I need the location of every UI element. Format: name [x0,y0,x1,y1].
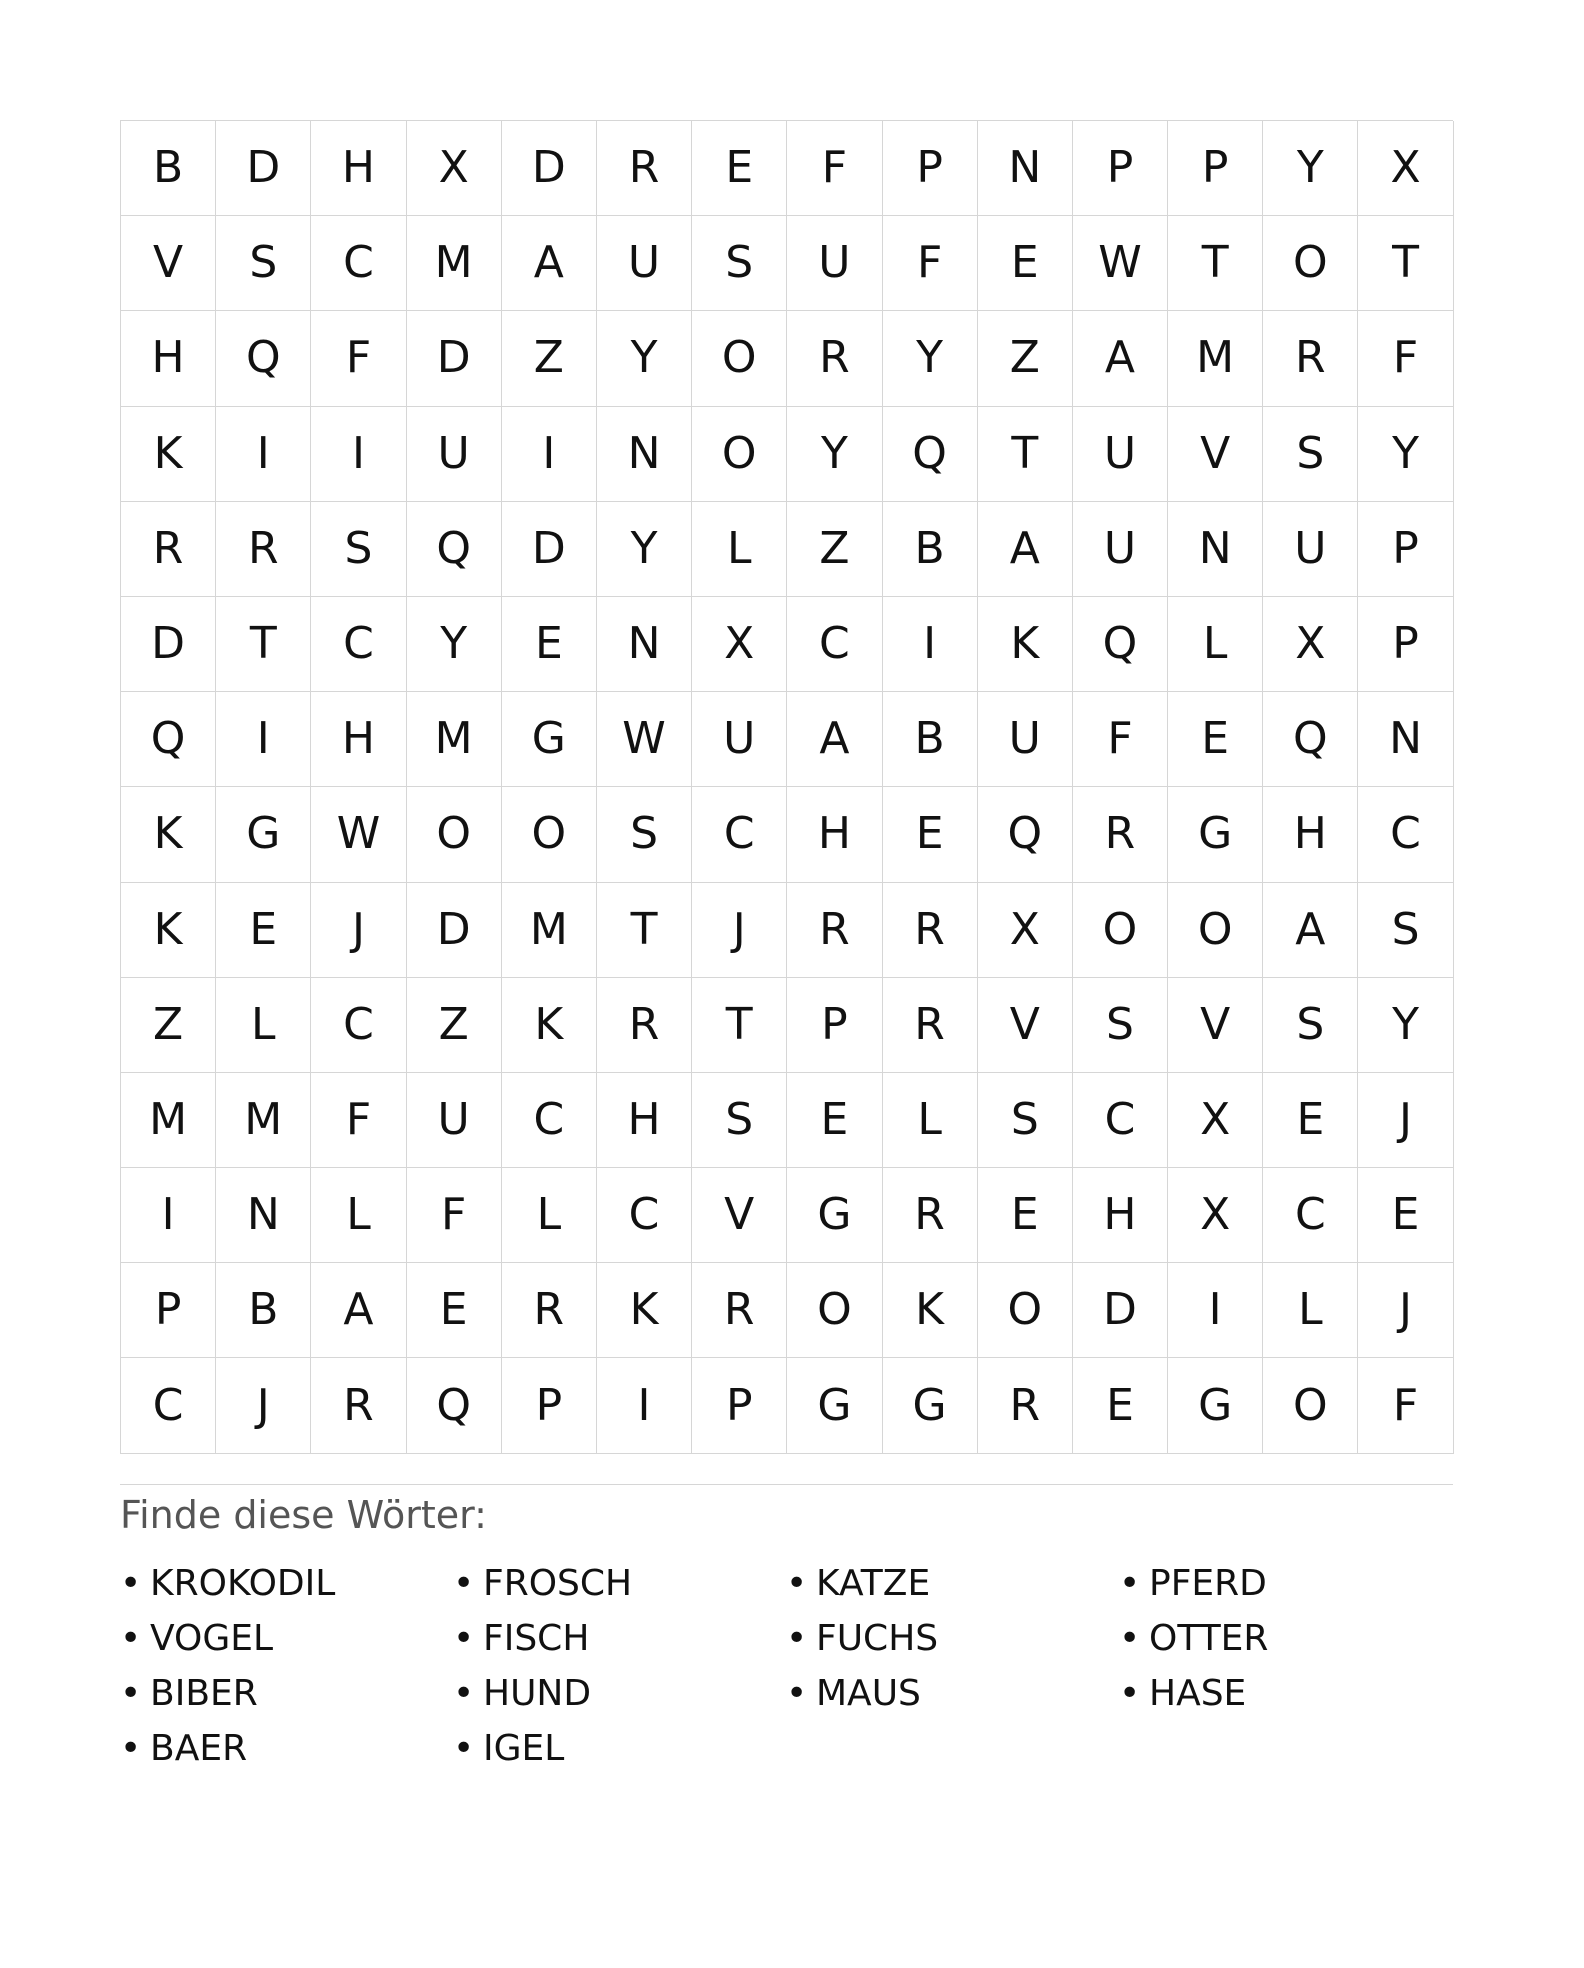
grid-cell[interactable]: G [1168,1358,1263,1453]
grid-cell[interactable]: V [978,978,1073,1073]
grid-cell[interactable]: A [978,502,1073,597]
word-list-item [120,1666,453,1721]
grid-cell[interactable]: I [502,407,597,502]
grid-cell[interactable]: H [311,121,406,216]
grid-cell[interactable]: T [1358,216,1453,311]
grid-cell[interactable]: T [692,978,787,1073]
grid-cell[interactable]: Q [121,692,216,787]
word-search-puzzle [120,120,1453,1776]
grid-cell[interactable]: U [407,1073,502,1168]
grid-cell[interactable]: R [216,502,311,597]
grid-cell[interactable]: G [1168,787,1263,882]
grid-cell[interactable]: I [597,1358,692,1453]
word-list-item [1119,1556,1452,1611]
grid-cell[interactable]: P [502,1358,597,1453]
grid-cell[interactable]: T [1168,216,1263,311]
grid-cell[interactable]: Y [1263,121,1358,216]
grid-cell[interactable]: W [1073,216,1168,311]
grid-cell[interactable]: R [1073,787,1168,882]
grid-cell[interactable]: Q [1263,692,1358,787]
grid-cell[interactable]: F [1358,311,1453,406]
grid-cell[interactable]: O [787,1263,882,1358]
bullet-icon: • [1119,1563,1141,1605]
grid-cell[interactable]: D [216,121,311,216]
grid-cell[interactable]: R [978,1358,1073,1453]
grid-cell[interactable]: W [311,787,406,882]
grid-cell[interactable]: K [121,787,216,882]
word-list-item [120,1556,453,1611]
word-list-item [1119,1666,1452,1721]
letter-grid [120,120,1453,1454]
grid-cell[interactable]: R [692,1263,787,1358]
grid-cell[interactable]: H [311,692,406,787]
bullet-icon: • [120,1563,142,1605]
word-label: HASE [1149,1673,1247,1715]
word-label: OTTER [1149,1618,1269,1660]
divider [120,1484,1453,1485]
grid-cell[interactable]: I [216,407,311,502]
grid-cell[interactable]: C [1263,1168,1358,1263]
grid-cell[interactable]: R [787,311,882,406]
grid-cell[interactable]: A [787,692,882,787]
grid-cell[interactable]: D [121,597,216,692]
grid-cell[interactable]: N [978,121,1073,216]
grid-cell[interactable]: N [1358,692,1453,787]
grid-cell[interactable]: E [978,1168,1073,1263]
grid-cell[interactable]: P [121,1263,216,1358]
grid-cell[interactable]: X [978,883,1073,978]
grid-cell[interactable]: C [311,978,406,1073]
bullet-icon: • [120,1673,142,1715]
bullet-icon: • [453,1563,475,1605]
grid-cell[interactable]: U [1263,502,1358,597]
grid-cell[interactable]: R [883,883,978,978]
word-label: BAER [150,1728,248,1770]
grid-cell[interactable]: E [502,597,597,692]
grid-cell[interactable]: Q [1073,597,1168,692]
grid-cell[interactable]: X [407,121,502,216]
grid-cell[interactable]: E [787,1073,882,1168]
grid-cell[interactable]: J [1358,1073,1453,1168]
grid-cell[interactable]: C [692,787,787,882]
grid-cell[interactable]: Q [407,1358,502,1453]
word-list-item [786,1611,1119,1666]
grid-cell[interactable]: F [1073,692,1168,787]
word-list-item [786,1556,1119,1611]
grid-cell[interactable]: F [787,121,882,216]
grid-cell[interactable]: S [692,216,787,311]
word-label: VOGEL [150,1618,274,1660]
bullet-icon: • [786,1673,808,1715]
word-list-item [120,1721,453,1776]
bullet-icon: • [1119,1673,1141,1715]
grid-cell[interactable]: A [1263,883,1358,978]
grid-cell[interactable]: O [407,787,502,882]
grid-cell[interactable]: N [597,407,692,502]
grid-cell[interactable]: F [883,216,978,311]
grid-cell[interactable]: U [1073,502,1168,597]
grid-cell[interactable]: V [1168,978,1263,1073]
grid-cell[interactable]: X [1168,1073,1263,1168]
grid-cell[interactable]: D [1073,1263,1168,1358]
word-label: PFERD [1149,1563,1267,1605]
grid-cell[interactable]: N [597,597,692,692]
grid-cell[interactable]: V [692,1168,787,1263]
bullet-icon: • [453,1673,475,1715]
grid-cell[interactable]: B [883,692,978,787]
grid-cell[interactable]: S [311,502,406,597]
grid-cell[interactable]: S [1263,978,1358,1073]
grid-cell[interactable]: O [692,407,787,502]
grid-cell[interactable]: B [883,502,978,597]
grid-cell[interactable]: O [692,311,787,406]
grid-cell[interactable]: K [883,1263,978,1358]
grid-cell[interactable]: Q [883,407,978,502]
grid-cell[interactable]: F [407,1168,502,1263]
grid-cell[interactable]: R [787,883,882,978]
grid-cell[interactable]: O [1168,883,1263,978]
grid-cell[interactable]: D [502,502,597,597]
grid-cell[interactable]: E [1263,1073,1358,1168]
grid-cell[interactable]: Z [407,978,502,1073]
grid-cell[interactable]: H [597,1073,692,1168]
grid-cell[interactable]: M [407,216,502,311]
grid-cell[interactable]: K [597,1263,692,1358]
grid-cell[interactable]: W [597,692,692,787]
grid-cell[interactable]: X [1358,121,1453,216]
grid-cell[interactable]: D [407,883,502,978]
word-list-item [453,1666,786,1721]
grid-cell[interactable]: S [216,216,311,311]
word-label: BIBER [150,1673,258,1715]
grid-cell[interactable]: U [978,692,1073,787]
grid-cell[interactable]: E [692,121,787,216]
bullet-icon: • [786,1563,808,1605]
grid-cell[interactable]: H [1263,787,1358,882]
bullet-icon: • [786,1618,808,1660]
grid-cell[interactable]: R [883,978,978,1073]
grid-cell[interactable]: F [311,1073,406,1168]
word-label: FROSCH [483,1563,633,1605]
grid-cell[interactable]: Y [597,311,692,406]
grid-cell[interactable]: T [216,597,311,692]
word-label: MAUS [816,1673,921,1715]
grid-cell[interactable]: Y [1358,407,1453,502]
grid-cell[interactable]: E [978,216,1073,311]
grid-cell[interactable]: L [883,1073,978,1168]
word-label: FUCHS [816,1618,939,1660]
grid-cell[interactable]: X [1168,1168,1263,1263]
grid-cell[interactable]: M [407,692,502,787]
grid-cell[interactable]: U [692,692,787,787]
grid-cell[interactable]: I [121,1168,216,1263]
grid-cell[interactable]: Y [1358,978,1453,1073]
grid-cell[interactable]: G [216,787,311,882]
grid-cell[interactable]: C [787,597,882,692]
grid-cell[interactable]: E [883,787,978,882]
word-label: HUND [483,1673,592,1715]
word-list-item [120,1611,453,1666]
grid-cell[interactable]: C [1358,787,1453,882]
grid-cell[interactable]: E [1073,1358,1168,1453]
grid-cell[interactable]: K [502,978,597,1073]
grid-cell[interactable]: Z [121,978,216,1073]
word-list-item [453,1556,786,1611]
grid-cell[interactable]: Y [597,502,692,597]
word-list-item [453,1721,786,1776]
grid-cell[interactable]: Y [407,597,502,692]
grid-cell[interactable]: A [502,216,597,311]
grid-cell[interactable]: S [1358,883,1453,978]
grid-cell[interactable]: R [1263,311,1358,406]
grid-cell[interactable]: H [121,311,216,406]
grid-cell[interactable]: L [502,1168,597,1263]
grid-cell[interactable]: J [216,1358,311,1453]
bullet-icon: • [453,1618,475,1660]
grid-cell[interactable]: U [1073,407,1168,502]
grid-cell[interactable]: H [787,787,882,882]
grid-cell[interactable]: R [311,1358,406,1453]
grid-cell[interactable]: G [883,1358,978,1453]
grid-cell[interactable]: S [1263,407,1358,502]
grid-cell[interactable]: Y [787,407,882,502]
grid-cell[interactable]: S [597,787,692,882]
grid-cell[interactable]: P [787,978,882,1073]
grid-cell[interactable]: Z [787,502,882,597]
word-list-prompt: Finde diese Wörter: [120,1492,487,1537]
grid-cell[interactable]: C [1073,1073,1168,1168]
grid-cell[interactable]: L [216,978,311,1073]
word-label: KATZE [816,1563,931,1605]
grid-cell[interactable]: X [692,597,787,692]
grid-cell[interactable]: U [407,407,502,502]
grid-cell[interactable]: R [121,502,216,597]
grid-cell[interactable]: B [121,121,216,216]
grid-cell[interactable]: I [311,407,406,502]
grid-cell[interactable]: C [311,597,406,692]
grid-cell[interactable]: N [216,1168,311,1263]
grid-cell[interactable]: K [978,597,1073,692]
grid-cell[interactable]: Q [978,787,1073,882]
grid-cell[interactable]: P [1358,597,1453,692]
grid-cell[interactable]: O [1263,216,1358,311]
grid-cell[interactable]: X [1263,597,1358,692]
grid-cell[interactable]: O [502,787,597,882]
grid-cell[interactable]: M [1168,311,1263,406]
word-label: IGEL [483,1728,565,1770]
grid-cell[interactable]: O [1073,883,1168,978]
grid-cell[interactable]: E [407,1263,502,1358]
bullet-icon: • [453,1728,475,1770]
grid-cell[interactable]: P [1168,121,1263,216]
grid-cell[interactable]: P [692,1358,787,1453]
word-list-item [786,1666,1119,1721]
word-label: FISCH [483,1618,590,1660]
grid-cell[interactable]: E [216,883,311,978]
grid-cell[interactable]: H [1073,1168,1168,1263]
grid-cell[interactable]: S [978,1073,1073,1168]
grid-cell[interactable]: P [1358,502,1453,597]
grid-cell[interactable]: R [597,121,692,216]
grid-cell[interactable]: F [311,311,406,406]
grid-cell[interactable]: O [1263,1358,1358,1453]
grid-cell[interactable]: P [883,121,978,216]
grid-cell[interactable]: I [1168,1263,1263,1358]
grid-cell[interactable]: M [216,1073,311,1168]
grid-cell[interactable]: R [597,978,692,1073]
word-label: KROKODIL [150,1563,336,1605]
grid-cell[interactable]: O [978,1263,1073,1358]
grid-cell[interactable]: P [1073,121,1168,216]
grid-cell[interactable]: R [883,1168,978,1263]
grid-cell[interactable]: E [1168,692,1263,787]
grid-cell[interactable]: Z [502,311,597,406]
grid-cell[interactable]: C [597,1168,692,1263]
grid-cell[interactable]: T [597,883,692,978]
grid-cell[interactable]: D [407,311,502,406]
grid-cell[interactable]: Q [407,502,502,597]
grid-cell[interactable]: T [978,407,1073,502]
grid-cell[interactable]: U [597,216,692,311]
grid-cell[interactable]: R [502,1263,597,1358]
grid-cell[interactable]: U [787,216,882,311]
grid-cell[interactable]: G [502,692,597,787]
bullet-icon: • [1119,1618,1141,1660]
grid-cell[interactable]: M [121,1073,216,1168]
grid-cell[interactable]: Y [883,311,978,406]
word-list-item [453,1611,786,1666]
grid-cell[interactable]: G [787,1168,882,1263]
grid-cell[interactable]: I [883,597,978,692]
grid-cell[interactable]: L [692,502,787,597]
grid-cell[interactable]: C [502,1073,597,1168]
bullet-icon: • [120,1618,142,1660]
grid-cell[interactable]: A [311,1263,406,1358]
word-list [120,1556,1453,1776]
grid-cell[interactable]: G [787,1358,882,1453]
grid-cell[interactable]: E [1358,1168,1453,1263]
grid-cell[interactable]: K [121,407,216,502]
grid-cell[interactable]: A [1073,311,1168,406]
grid-cell[interactable]: L [1263,1263,1358,1358]
grid-cell[interactable]: S [1073,978,1168,1073]
grid-cell[interactable]: L [1168,597,1263,692]
grid-cell[interactable]: J [1358,1263,1453,1358]
grid-cell[interactable]: V [121,216,216,311]
grid-cell[interactable]: J [311,883,406,978]
grid-cell[interactable]: I [216,692,311,787]
grid-cell[interactable]: C [311,216,406,311]
grid-cell[interactable]: K [121,883,216,978]
grid-cell[interactable]: N [1168,502,1263,597]
grid-cell[interactable]: B [216,1263,311,1358]
grid-cell[interactable]: Z [978,311,1073,406]
grid-cell[interactable]: Q [216,311,311,406]
grid-cell[interactable]: F [1358,1358,1453,1453]
grid-cell[interactable]: C [121,1358,216,1453]
grid-cell[interactable]: J [692,883,787,978]
grid-cell[interactable]: D [502,121,597,216]
word-list-item [1119,1611,1452,1666]
grid-cell[interactable]: S [692,1073,787,1168]
bullet-icon: • [120,1728,142,1770]
grid-cell[interactable]: M [502,883,597,978]
grid-cell[interactable]: L [311,1168,406,1263]
grid-cell[interactable]: V [1168,407,1263,502]
